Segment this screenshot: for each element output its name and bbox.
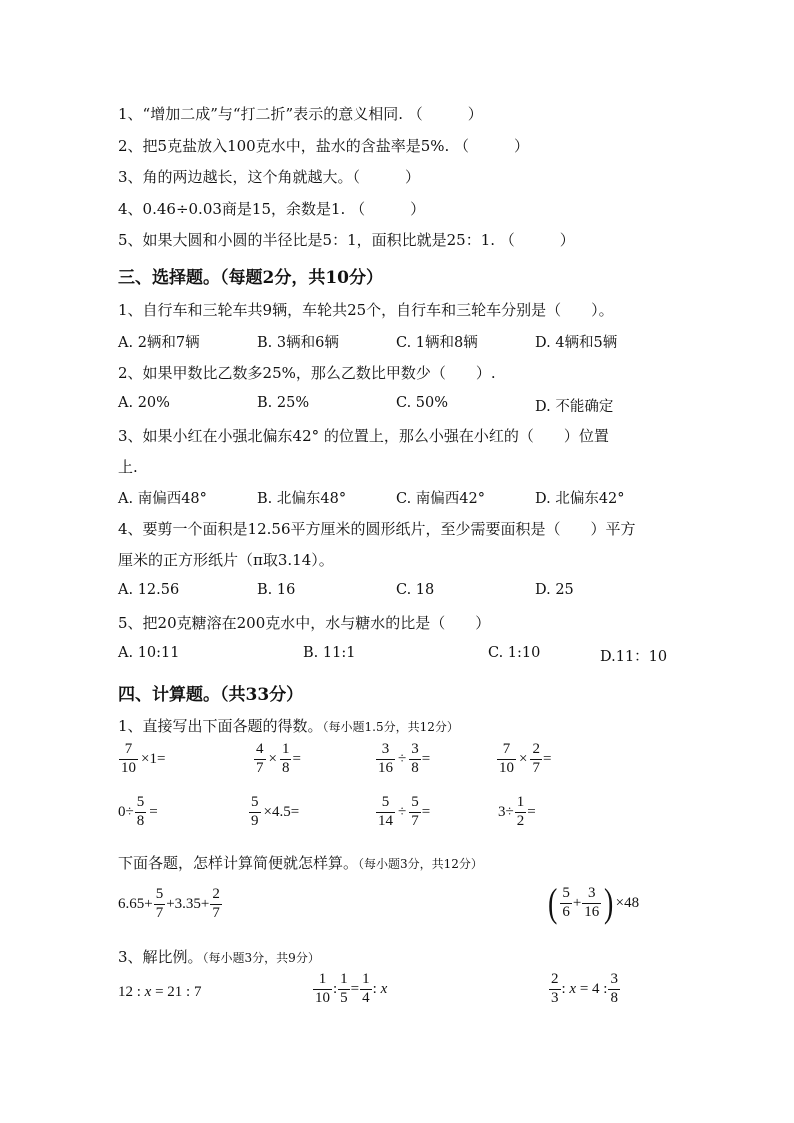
judgement-item-1: 1、“增加二成”与“打二折”表示的意义相同. （ ）: [118, 105, 483, 123]
mc-q1-option-b: B. 3辆和6辆: [257, 335, 339, 351]
section-4-title: 四、计算题。（共33分）: [118, 685, 304, 705]
expr-6: $\frac{5}{9}$ ×4.5=: [251, 794, 300, 829]
section-3-title: 三、选择题。（每题2分，共10分）: [118, 268, 383, 288]
expr-2: $\frac{4}{7}$ × $\frac{1}{8}$ =: [256, 741, 301, 776]
calc-part-3-note: （每小题3分，共9分）: [202, 951, 320, 965]
calc-part-1-text: 1、直接写出下面各题的得数。: [118, 717, 323, 735]
judgement-item-4: 4、0.46÷0.03商是15，余数是1. （ ）: [118, 200, 426, 218]
simplify-expr-2: ( $\frac{5}{6}$ + $\frac{3}{16}$ ) ×48: [547, 880, 640, 925]
mc-q2-option-a: A. 20%: [118, 395, 170, 411]
mc-q5-option-a: A. 10:11: [118, 645, 180, 661]
calc-part-2-text: 下面各题，怎样计算简便就怎样算。: [118, 854, 359, 872]
proportion-2: $\frac{1}{10}$ : $\frac{1}{5}$ = $\frac{1}{4}$ : x: [315, 971, 388, 1006]
mc-q3-option-a: A. 南偏西48°: [118, 491, 207, 507]
judgement-item-2: 2、把5克盐放入100克水中，盐水的含盐率是5%. （ ）: [118, 137, 530, 155]
mc-question-5: 5、把20克糖溶在200克水中，水与糖水的比是（ ）: [118, 614, 491, 632]
mc-q2-option-c: C. 50%: [396, 395, 449, 411]
calc-part-2-note: （每小题3分，共12分）: [358, 857, 483, 871]
expr-4: $\frac{7}{10}$ × $\frac{2}{7}$ =: [499, 741, 552, 776]
mc-question-4-cont: 厘米的正方形纸片（π取3.14）。: [118, 551, 334, 569]
expr-3: $\frac{3}{16}$ ÷ $\frac{3}{8}$ =: [378, 741, 431, 776]
judgement-item-3: 3、角的两边越长，这个角就越大。（ ）: [118, 168, 421, 186]
mc-question-3: 3、如果小红在小强北偏东42° 的位置上，那么小强在小红的（ ）位置: [118, 427, 609, 445]
mc-q2-option-b: B. 25%: [257, 395, 310, 411]
mc-q4-option-d: D. 25: [535, 582, 574, 598]
judgement-item-5: 5、如果大圆和小圆的半径比是5：1，面积比就是25：1. （ ）: [118, 231, 575, 249]
simplify-expr-1: 6.65+ $\frac{5}{7}$ +3.35+ $\frac{2}{7}$: [118, 886, 220, 921]
mc-q1-option-c: C. 1辆和8辆: [396, 335, 478, 351]
calc-part-1-note: （每小题1.5分，共12分）: [322, 720, 459, 734]
expr-1: $\frac{7}{10}$ ×1=: [121, 741, 166, 776]
proportion-3: $\frac{2}{3}$ : x = 4 : $\frac{3}{8}$: [551, 971, 618, 1006]
mc-q4-option-b: B. 16: [257, 582, 296, 598]
proportion-1: 12 : x = 21 : 7: [118, 984, 202, 1000]
mc-question-2: 2、如果甲数比乙数多25%，那么乙数比甲数少（ ）.: [118, 364, 496, 382]
mc-q5-option-d: D.11：10: [600, 649, 668, 665]
mc-q1-option-d: D. 4辆和5辆: [535, 335, 618, 351]
mc-q3-option-d: D. 北偏东42°: [535, 491, 625, 507]
calc-part-3-instruction: [118, 946, 320, 967]
mc-question-1: 1、自行车和三轮车共9辆，车轮共25个，自行车和三轮车分别是（ ）。: [118, 301, 614, 319]
calc-part-2-instruction: [118, 852, 483, 873]
mc-q5-option-c: C. 1:10: [488, 645, 541, 661]
mc-question-4: 4、要剪一个面积是12.56平方厘米的圆形纸片，至少需要面积是（ ）平方: [118, 520, 636, 538]
mc-question-3-cont: 上.: [118, 458, 138, 476]
mc-q2-option-d: D. 不能确定: [535, 399, 614, 415]
mc-q3-option-b: B. 北偏东48°: [257, 491, 347, 507]
mc-q1-option-a: A. 2辆和7辆: [118, 335, 200, 351]
mc-q4-option-c: C. 18: [396, 582, 435, 598]
mc-q5-option-b: B. 11:1: [303, 645, 356, 661]
expr-7: $\frac{5}{14}$ ÷ $\frac{5}{7}$ =: [378, 794, 431, 829]
calc-part-1-instruction: [118, 715, 459, 736]
calc-part-3-text: 3、解比例。: [118, 948, 203, 966]
mc-q4-option-a: A. 12.56: [118, 582, 180, 598]
mc-q3-option-c: C. 南偏西42°: [396, 491, 485, 507]
expr-8: 3÷ $\frac{1}{2}$ =: [498, 794, 536, 829]
expr-5: 0÷ $\frac{5}{8}$ =: [118, 794, 158, 829]
